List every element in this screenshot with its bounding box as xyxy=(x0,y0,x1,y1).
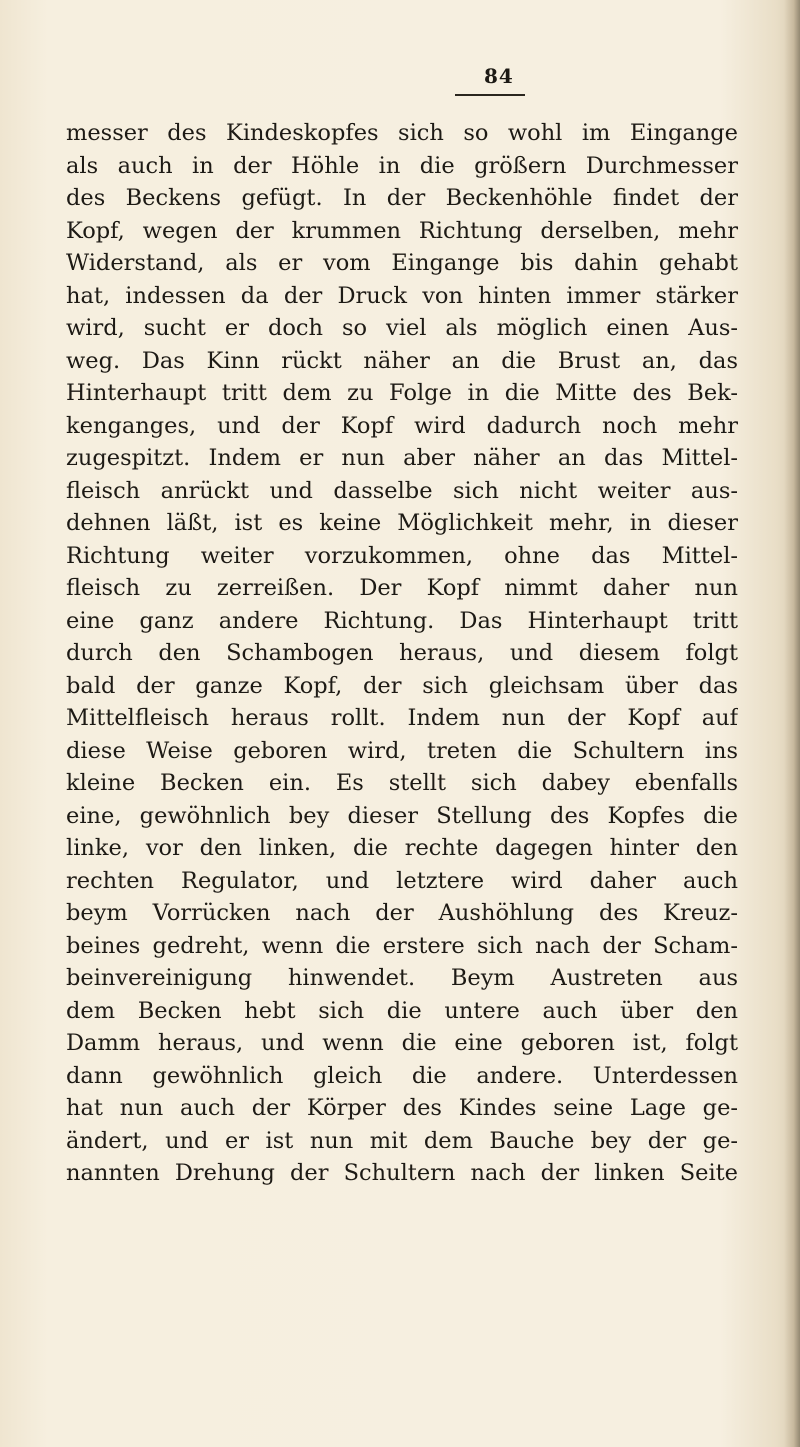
text-line: rechten Regulator, und letztere wird daher auch xyxy=(66,867,738,894)
text-line: kenganges, und der Kopf wird dadurch noch mehr xyxy=(66,412,738,439)
text-line: des Beckens gefügt. In der Beckenhöhle findet der xyxy=(66,185,738,211)
text-line: Mittelfleisch heraus rollt. Indem nun der Kopf auf xyxy=(66,705,738,731)
text-line: Richtung weiter vorzukommen, ohne das Mittel- xyxy=(66,542,738,569)
page-number: 84 xyxy=(484,64,514,88)
text-line: hat nun auch der Körper des Kindes seine Lage ge- xyxy=(66,1095,738,1121)
page-number-rule xyxy=(455,94,525,96)
text-line: fleisch zu zerreißen. Der Kopf nimmt daher nun xyxy=(66,575,738,601)
text-line: hat, indessen da der Druck von hinten immer stärker xyxy=(66,282,738,309)
text-line: weg. Das Kinn rückt näher an die Brust an, das xyxy=(66,347,738,374)
text-line: dem Becken hebt sich die untere auch über den xyxy=(66,997,738,1024)
text-line: durch den Schambogen heraus, und diesem folgt xyxy=(66,640,738,666)
text-line: zugespitzt. Indem er nun aber näher an das Mittel- xyxy=(66,445,738,471)
text-line: nannten Drehung der Schultern nach der linken Seite xyxy=(66,1160,738,1186)
text-line: beinvereinigung hinwendet. Beym Austreten aus xyxy=(66,965,738,991)
text-line: diese Weise geboren wird, treten die Schultern ins xyxy=(66,737,738,764)
text-line: beym Vorrücken nach der Aushöhlung des Kreuz- xyxy=(66,900,738,926)
text-line: dann gewöhnlich gleich die andere. Unterdessen xyxy=(66,1062,738,1089)
body-text xyxy=(66,117,738,1190)
text-line: bald der ganze Kopf, der sich gleichsam über das xyxy=(66,672,738,699)
text-line: linke, vor den linken, die rechte dagegen hinter den xyxy=(66,835,738,861)
text-line: fleisch anrückt und dasselbe sich nicht weiter aus- xyxy=(66,477,738,504)
text-line: Damm heraus, und wenn die eine geboren ist, folgt xyxy=(66,1030,738,1056)
text-line: eine ganz andere Richtung. Das Hinterhaupt tritt xyxy=(66,607,738,634)
text-line: dehnen läßt, ist es keine Möglichkeit mehr, in dieser xyxy=(66,510,738,536)
text-line: messer des Kindeskopfes sich so wohl im Eingange xyxy=(66,120,738,146)
text-line: Widerstand, als er vom Eingange bis dahin gehabt xyxy=(66,250,738,276)
text-line: kleine Becken ein. Es stellt sich dabey ebenfalls xyxy=(66,770,738,796)
text-line: als auch in der Höhle in die größern Durchmesser xyxy=(66,152,738,179)
text-line: Kopf, wegen der krummen Richtung derselben, mehr xyxy=(66,217,738,244)
text-line: ändert, und er ist nun mit dem Bauche bey der ge- xyxy=(66,1127,738,1154)
page-edge-shadow xyxy=(784,0,800,1447)
text-line: Hinterhaupt tritt dem zu Folge in die Mitte des Bek- xyxy=(66,380,738,406)
text-line: beines gedreht, wenn die erstere sich nach der Scham- xyxy=(66,932,738,959)
text-line: eine, gewöhnlich bey dieser Stellung des Kopfes die xyxy=(66,802,738,829)
text-line: wird, sucht er doch so viel als möglich einen Aus- xyxy=(66,315,738,341)
